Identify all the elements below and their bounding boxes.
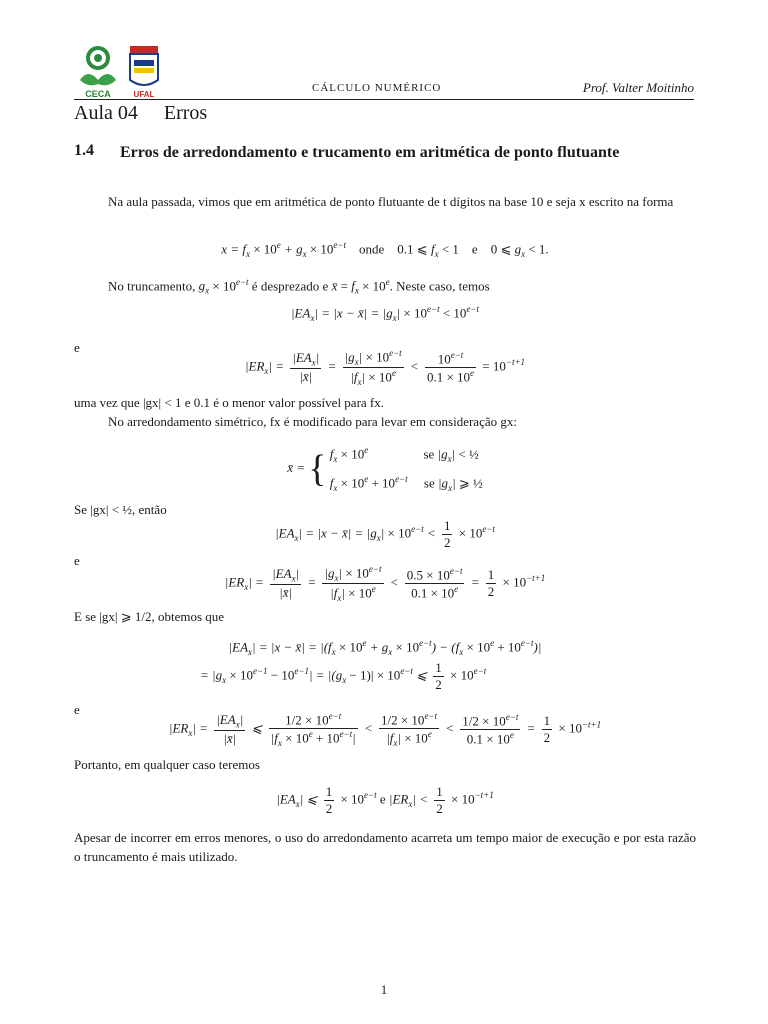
- equation-ea-truncation: $|EA_x| = |x$ − x̄| = $|g_x| \times 10^{e-t} < 10^{e-t}$: [290, 304, 480, 323]
- lesson-heading: [74, 102, 207, 125]
- paragraph-if-greater: E se |gx| ⩾ 1/2, obtemos que: [74, 609, 225, 624]
- ceca-logo: [74, 40, 122, 100]
- equation-er-rounding-greater: $|ER_x|$ = $\frac{|EA_x|}{|x̄|}$ ⩽ $\frac{1/2 \times 10^{e-t}}{|f_x \times 10^e + 10^{e-t}|}$ < $\frac{1/2 \times 10^{e-t}}{|f_x| \times 10^e}$ < $\frac{1/2 \times 10^{e-t}}{0.1 \times 10^e}$ = $\frac{1}{2}$ × $10^{-t+1}$: [168, 711, 602, 749]
- paragraph-therefore: Portanto, em qualquer caso teremos: [74, 757, 260, 772]
- equation-ea-rounding-less: $|EA_x| = |x$ − x̄| = $|g_x| \times 10^{e-t}$ < $\frac{1}{2}$ × $10^{e-t}$: [275, 518, 495, 550]
- course-name: CÁLCULO NUMÉRICO: [312, 82, 442, 94]
- conjunction-e-2: e: [74, 553, 80, 568]
- header-logos: [74, 40, 162, 100]
- conjunction-e-3: e: [74, 702, 80, 717]
- header-rule: [74, 99, 694, 100]
- paragraph-since: uma vez que |gx| < 1 e 0.1 é o menor valor possível para fx.: [74, 395, 385, 410]
- lesson-number: Aula 04: [74, 102, 138, 124]
- paragraph-rounding: No arredondamento simétrico, fx é modificado para levar em consideração gx:: [108, 414, 517, 429]
- page-number: 1: [380, 982, 388, 997]
- equation-final-bounds: $|EA_x|$ ⩽ $\frac{1}{2}$ × $10^{e-t}$ e $|ER_x|$ < $\frac{1}{2}$ × $10^{-t+1}$: [276, 784, 494, 816]
- equation-ea-rounding-greater-2: = $|g_x \times 10^{e-1} - 10^{e-1}| = |(g_x - 1)| \times 10^{e-t}$ ⩽ $\frac{1}{2}$ × $10^{e-t}$: [200, 660, 487, 692]
- lesson-title: Erros: [163, 102, 208, 124]
- ufal-text: UFAL: [133, 90, 155, 99]
- equation-representation: $x = f_x \times 10^e + g_x \times 10^{e-t}$ onde 0.1 ⩽ $f_x < 1$ e 0 ⩽ $g_x < 1$.: [221, 240, 549, 259]
- equation-ea-rounding-greater-1: $|EA_x| = |x$ − x̄| = $|(f_x \times 10^e + g_x \times 10^{e-t}) - (f_x \times 10^e + 10^{e-t})|$: [228, 638, 542, 657]
- paragraph-intro: Na aula passada, vimos que em aritmética de ponto flutuante de t dígitos na base 10 e seja x escrito na forma: [108, 194, 674, 209]
- section-number: 1.4: [74, 142, 94, 159]
- conjunction-e-1: e: [74, 340, 80, 355]
- equation-rounding-cases: x̄ = { $f_x \times 10^e$ se $|g_x|$ < ½ $f_x \times 10^e + 10^{e-t}$ se $|g_x|$ ⩾ ½: [287, 445, 483, 493]
- ufal-logo: [126, 40, 162, 100]
- equation-er-truncation: $|ER_x|$ = $\frac{|EA_x|}{|x̄|}$ = $\frac{|g_x| \times 10^{e-t}}{|f_x| \times 10^e}$ < $\frac{10^{e-t}}{0.1 \times 10^e}$ = $10^{-t+1}$: [244, 348, 526, 387]
- equation-er-rounding-less: $|ER_x|$ = $\frac{|EA_x|}{|x̄|}$ = $\frac{|g_x| \times 10^{e-t}}{|f_x| \times 10^e}$ < $\frac{0.5 \times 10^{e-t}}{0.1 \times 10^e}$ = $\frac{1}{2}$ × $10^{-t+1}$: [224, 564, 546, 603]
- paragraph-if-less: Se |gx| < ½, então: [74, 502, 167, 517]
- paragraph-truncation: No truncamento, $g_x \times 10^{e-t}$ é desprezado e x̄ = $f_x \times 10^e$. Neste caso, temos: [108, 277, 490, 296]
- paragraph-conclusion: Apesar de incorrer em erros menores, o uso do arredondamento acarreta um tempo maior de execução e por esta razão o truncamento é mais utilizado.: [74, 830, 696, 864]
- ceca-text: CECA: [85, 89, 111, 99]
- section-title: Erros de arredondamento e trucamento em aritmética de ponto flutuante: [120, 144, 620, 161]
- professor-name: Prof. Valter Moitinho: [582, 80, 694, 95]
